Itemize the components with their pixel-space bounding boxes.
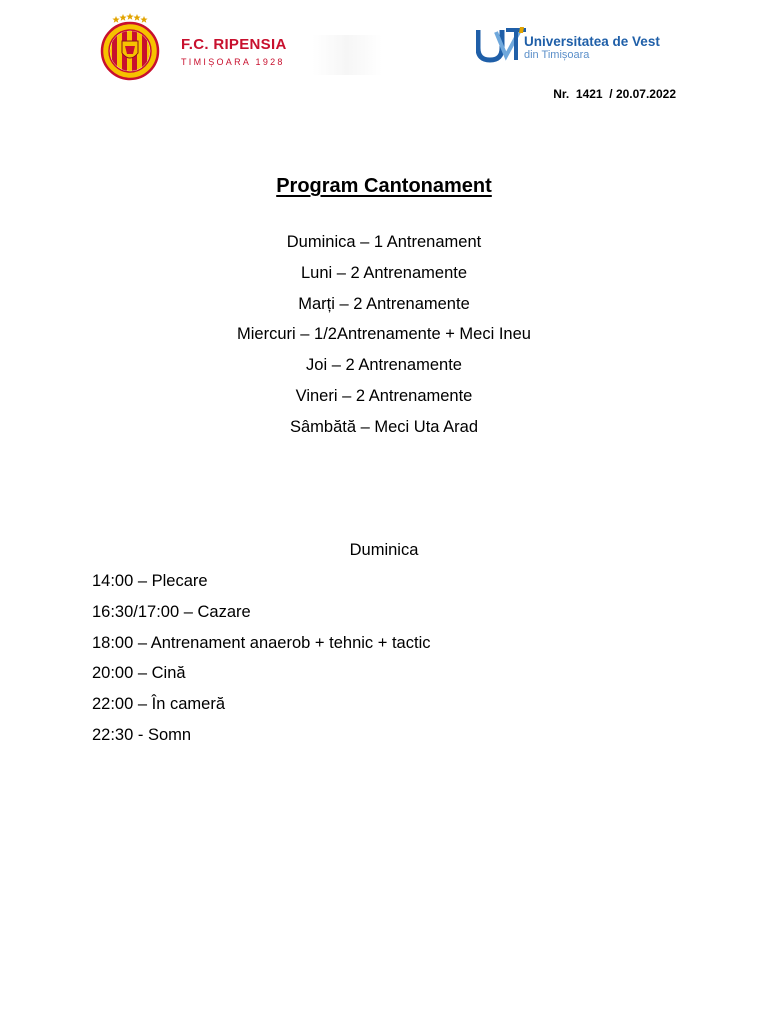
- logo-fade-decoration: [312, 35, 382, 75]
- week-schedule-item: Luni – 2 Antrenamente: [300, 263, 468, 282]
- club-name: F.C. RIPENSIA: [181, 36, 287, 53]
- week-schedule-item: Vineri – 2 Antrenamente: [295, 386, 473, 405]
- day-detail-list: [92, 570, 430, 755]
- week-schedule-item: Sâmbătă – Meci Uta Arad: [289, 417, 478, 436]
- week-schedule-item: Joi – 2 Antrenamente: [306, 356, 462, 375]
- day-detail-item: 16:30/17:00 – Cazare: [92, 602, 251, 621]
- week-schedule-list: [0, 231, 768, 447]
- uvt-logo: [476, 26, 676, 66]
- day-detail-item: 14:00 – Plecare: [92, 572, 208, 590]
- week-schedule-item: Marți – 2 Antrenamente: [298, 294, 470, 313]
- document-reference-number: Nr. 1421 / 20.07.2022: [553, 87, 676, 101]
- day-detail-item: 20:00 – Cină: [92, 664, 186, 683]
- week-schedule-item: Miercuri – 1/2Antrenamente + Meci Ineu: [237, 325, 531, 344]
- day-detail-item: 18:00 – Antrenament anaerob + tehnic + tactic: [92, 633, 431, 652]
- ripensia-crest-icon: [92, 13, 168, 81]
- uvt-logo-icon: [476, 26, 528, 64]
- day-detail-item: 22:30 - Somn: [92, 725, 192, 744]
- ripensia-logo: [92, 13, 372, 81]
- week-schedule-item: Duminica – 1 Antrenament: [286, 233, 482, 251]
- day-detail-item: 22:00 – În cameră: [92, 695, 225, 714]
- day-detail-heading: Duminica: [349, 541, 419, 559]
- club-subtitle: TIMIȘOARA 1928: [181, 57, 285, 67]
- university-name: Universitatea de Vest: [524, 34, 660, 49]
- page-title: Program Cantonament: [276, 175, 492, 197]
- university-subtitle: din Timișoara: [524, 49, 590, 61]
